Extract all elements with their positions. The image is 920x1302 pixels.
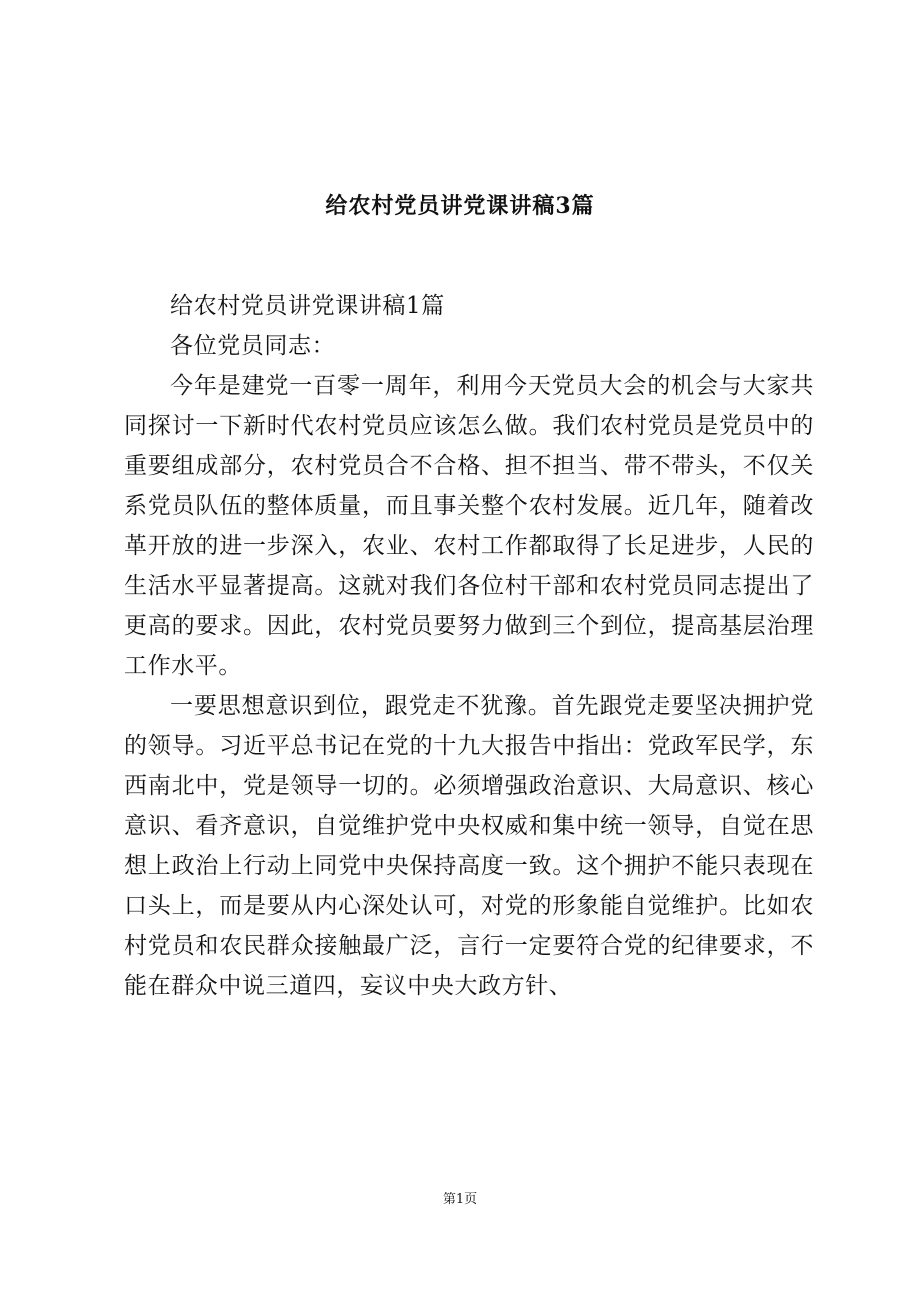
section-heading: 给农村党员讲党课讲稿1篇 bbox=[170, 293, 445, 319]
document-body bbox=[124, 286, 814, 1006]
body-paragraph: 今年是建党一百零一周年，利用今天党员大会的机会与大家共同探讨一下新时代农村党员应该怎么做。我们农村党员是党员中的重要组成部分，农村党员合不合格、担不担当、带不带头，不仅关系党员队伍的整体质量，而且事关整个农村发展。近几年，随着改革开放的进一步深入，农业、农村工作都取得了长足进步，人民的生活水平显著提高。这就对我们各位村干部和农村党员同志提出了更高的要求。因此，农村党员要努力做到三个到位，提高基层治理工作水平。 bbox=[124, 373, 814, 679]
page-number: 第1页 bbox=[442, 1192, 478, 1207]
salutation: 各位党员同志： bbox=[170, 333, 336, 359]
document-title: 给农村党员讲党课讲稿3篇 bbox=[325, 193, 595, 219]
body-paragraph: 一要思想意识到位，跟党走不犹豫。首先跟党走要坚决拥护党的领导。习近平总书记在党的十九大报告中指出：党政军民学，东西南北中，党是领导一切的。必须增强政治意识、大局意识、核心意识、看齐意识，自觉维护党中央权威和集中统一领导，自觉在思想上政治上行动上同党中央保持高度一致。这个拥护不能只表现在口头上，而是要从内心深处认可，对党的形象能自觉维护。比如农村党员和农民群众接触最广泛，言行一定要符合党的纪律要求，不能在群众中说三道四，妄议中央大政方针、 bbox=[124, 693, 814, 999]
